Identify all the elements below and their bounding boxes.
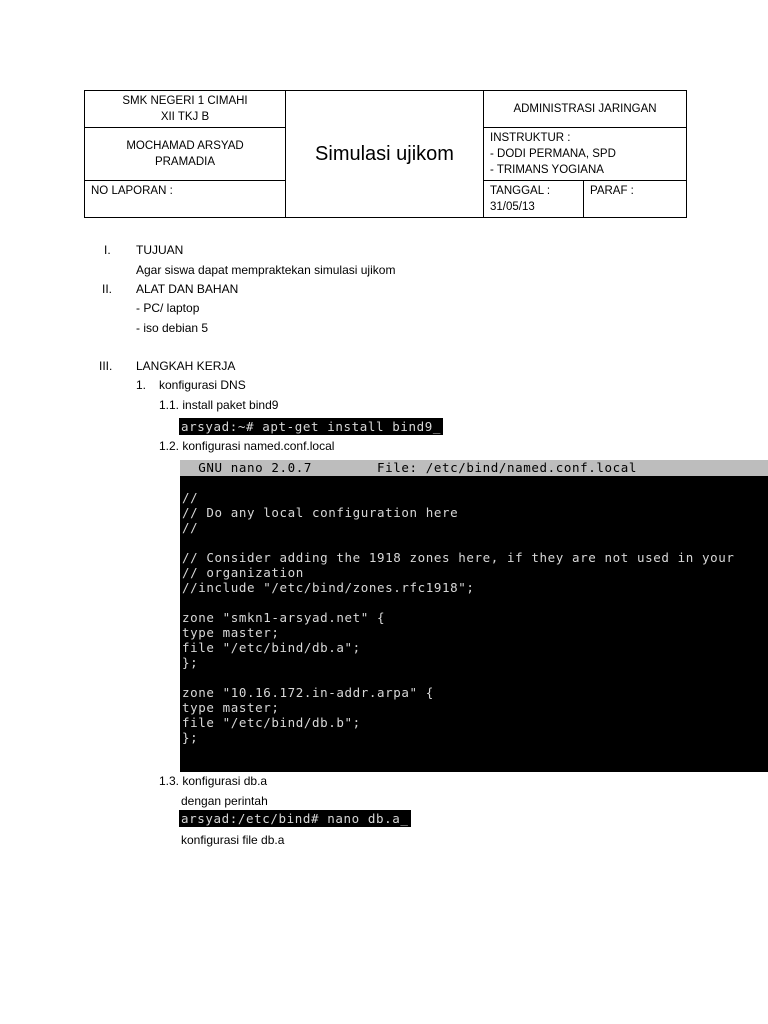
instructor-1: - DODI PERMANA, SPD — [490, 148, 616, 160]
step-1-3-instruction: dengan perintah — [181, 794, 268, 808]
nano-line: // — [182, 490, 199, 505]
signature-label: PARAF : — [590, 185, 634, 197]
nano-line: file "/etc/bind/db.b"; — [182, 715, 361, 730]
step-1-2-text: 1.2. konfigurasi named.conf.local — [159, 439, 335, 453]
terminal-command-nano-db-a: arsyad:/etc/bind# nano db.a_ — [181, 811, 409, 826]
nano-line: // — [182, 520, 199, 535]
date-cell — [484, 181, 584, 218]
nano-line: file "/etc/bind/db.a"; — [182, 640, 361, 655]
section-1-title: TUJUAN — [136, 243, 184, 257]
section-2-item-pc: - PC/ laptop — [136, 301, 200, 315]
step-1-3-file-text: konfigurasi file db.a — [181, 833, 285, 847]
instructor-cell — [484, 128, 687, 181]
nano-line: // Do any local configuration here — [182, 505, 459, 520]
report-number-label: NO LAPORAN : — [91, 185, 173, 197]
student-name-line1: MOCHAMAD ARSYAD — [126, 140, 244, 152]
school-cell — [85, 91, 286, 128]
nano-line: zone "smkn1-arsyad.net" { — [182, 610, 386, 625]
section-2-number: II. — [102, 282, 113, 296]
signature-cell — [584, 181, 687, 218]
section-1-text: Agar siswa dapat mempraktekan simulasi ujikom — [136, 263, 396, 277]
step-1-1-text: 1.1. install paket bind9 — [159, 398, 279, 412]
instructor-label: INSTRUKTUR : — [490, 132, 571, 144]
report-number-cell — [85, 181, 286, 218]
subject-cell — [484, 91, 687, 128]
nano-line: type master; — [182, 700, 280, 715]
nano-content — [180, 476, 768, 745]
instructor-2: - TRIMANS YOGIANA — [490, 164, 604, 176]
document-title: Simulasi ujikom — [315, 143, 454, 165]
terminal-command-install-bind9: arsyad:~# apt-get install bind9_ — [181, 419, 442, 434]
step-1-title: konfigurasi DNS — [159, 378, 246, 392]
date-label: TANGGAL : — [490, 185, 551, 197]
subject-name: ADMINISTRASI JARINGAN — [513, 103, 657, 115]
nano-line: // Consider adding the 1918 zones here, if they are not used in your — [182, 550, 735, 565]
title-cell — [286, 91, 484, 218]
date-value: 31/05/13 — [490, 201, 535, 213]
section-1-number: I. — [104, 243, 111, 257]
student-cell — [85, 128, 286, 181]
section-2-item-iso: - iso debian 5 — [136, 321, 209, 335]
nano-line: //include "/etc/bind/zones.rfc1918"; — [182, 580, 475, 595]
section-2-title: ALAT DAN BAHAN — [136, 282, 239, 296]
nano-line: type master; — [182, 625, 280, 640]
nano-title-bar: GNU nano 2.0.7 File: /etc/bind/named.conf.local — [180, 460, 768, 476]
nano-line — [182, 595, 768, 610]
report-header-table — [84, 90, 687, 218]
nano-editor-screenshot — [180, 460, 768, 772]
nano-line: }; — [182, 655, 199, 670]
section-3-title: LANGKAH KERJA — [136, 359, 236, 373]
step-1-number: 1. — [136, 378, 147, 392]
class-name: XII TKJ B — [160, 111, 210, 123]
nano-line: // organization — [182, 565, 304, 580]
section-3-number: III. — [99, 359, 113, 373]
nano-line — [182, 535, 768, 550]
nano-line — [182, 670, 768, 685]
nano-line: }; — [182, 730, 199, 745]
step-1-3-text: 1.3. konfigurasi db.a — [159, 774, 268, 788]
nano-line: zone "10.16.172.in-addr.arpa" { — [182, 685, 434, 700]
student-name-line2: PRAMADIA — [154, 156, 216, 168]
school-name: SMK NEGERI 1 CIMAHI — [122, 95, 248, 107]
